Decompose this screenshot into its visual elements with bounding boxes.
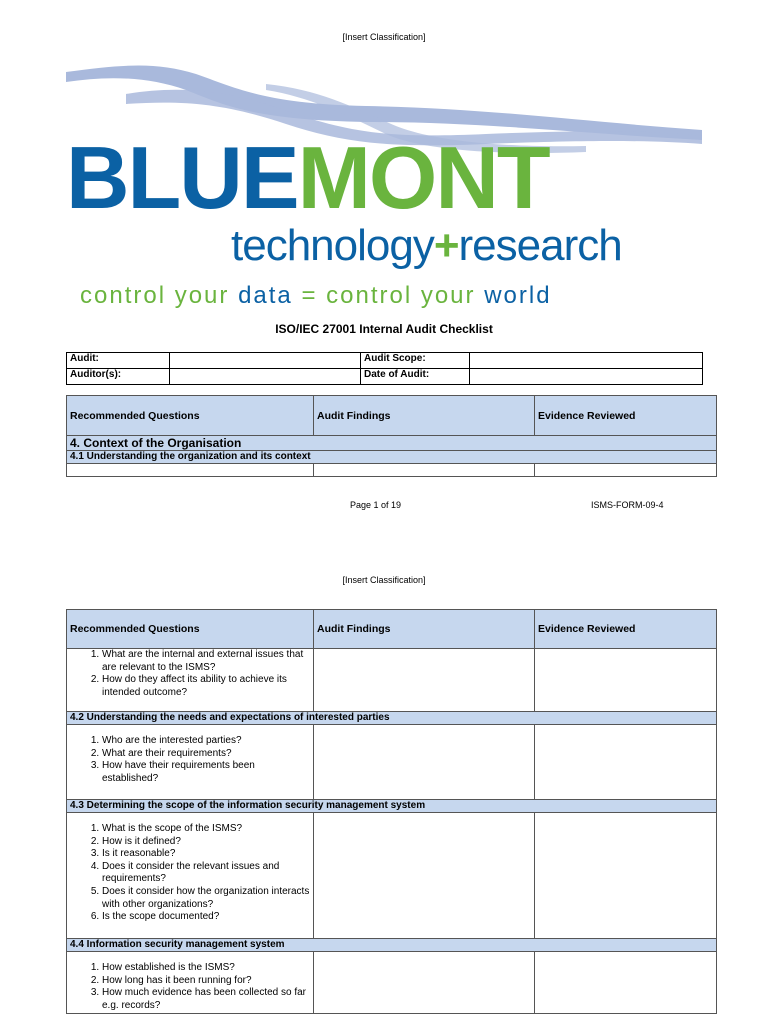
- header-findings: Audit Findings: [314, 610, 535, 649]
- subsection-4-1-heading: 4.1 Understanding the organization and its context: [67, 451, 717, 464]
- bluemont-logo: [66, 64, 706, 314]
- evidence-cell[interactable]: [535, 725, 717, 800]
- subsection-4-4-heading: 4.4 Information security management system: [67, 939, 717, 952]
- question-item: 2. What are their requirements?: [102, 748, 310, 761]
- slogan-part-3: = control your: [292, 282, 485, 309]
- question-item: 5. Does it consider how the organization interacts with other organizations?: [102, 886, 310, 911]
- question-list-4-3: [70, 823, 310, 924]
- question-item: 2. How is it defined?: [102, 836, 310, 849]
- question-item: 6. Is the scope documented?: [102, 911, 310, 924]
- findings-cell[interactable]: [314, 952, 535, 1014]
- questions-cell: [67, 649, 314, 712]
- question-list-4-1: [70, 649, 310, 699]
- header-findings: Audit Findings: [314, 396, 535, 436]
- classification-label: [Insert Classification]: [342, 575, 426, 585]
- slogan-part-1: control your: [80, 282, 239, 309]
- checklist-table-page1: [66, 395, 717, 477]
- audit-scope-value-field[interactable]: [470, 353, 703, 369]
- tagline-plus: +: [433, 221, 459, 270]
- logo-tagline: [231, 221, 622, 270]
- header-questions: Recommended Questions: [67, 396, 314, 436]
- logo-word-blue: BLUE: [66, 128, 298, 227]
- date-of-audit-value-field[interactable]: [470, 369, 703, 385]
- subsection-4-3-heading: 4.3 Determining the scope of the information security management system: [67, 800, 717, 813]
- tagline-right: research: [458, 221, 622, 270]
- section-4-heading: 4. Context of the Organisation: [67, 436, 717, 451]
- question-list-4-2: [70, 735, 310, 785]
- questions-cell: [67, 725, 314, 800]
- question-item: 4. Does it consider the relevant issues and requirements?: [102, 861, 310, 886]
- audit-label: Audit:: [67, 353, 170, 369]
- subsection-4-2-heading: 4.2 Understanding the needs and expectations of interested parties: [67, 712, 717, 725]
- audit-scope-label: Audit Scope:: [361, 353, 470, 369]
- header-questions: Recommended Questions: [67, 610, 314, 649]
- findings-cell[interactable]: [314, 464, 535, 477]
- document-title: ISO/IEC 27001 Internal Audit Checklist: [275, 322, 493, 336]
- question-item: 3. Is it reasonable?: [102, 848, 310, 861]
- questions-cell: [67, 952, 314, 1014]
- slogan-part-2: data: [238, 282, 293, 309]
- evidence-cell[interactable]: [535, 952, 717, 1014]
- question-item: 3. How much evidence has been collected so far e.g. records?: [102, 987, 310, 1012]
- tagline-left: technology: [231, 221, 434, 270]
- question-item: 1. How established is the ISMS?: [102, 962, 310, 975]
- question-item: 3. How have their requirements been established?: [102, 760, 310, 785]
- checklist-table-page2: [66, 609, 717, 1014]
- auditors-label: Auditor(s):: [67, 369, 170, 385]
- question-item: 1. Who are the interested parties?: [102, 735, 310, 748]
- findings-cell[interactable]: [314, 649, 535, 712]
- logo-wordmark: [66, 128, 549, 227]
- evidence-cell[interactable]: [535, 649, 717, 712]
- audit-value-field[interactable]: [170, 353, 361, 369]
- header-evidence: Evidence Reviewed: [535, 610, 717, 649]
- page-number: Page 1 of 19: [350, 500, 402, 510]
- question-item: 2. How long has it been running for?: [102, 975, 310, 988]
- findings-cell[interactable]: [314, 725, 535, 800]
- question-item: 1. What are the internal and external issues that are relevant to the ISMS?: [102, 649, 310, 674]
- logo-word-green: MONT: [297, 128, 549, 227]
- question-list-4-4: [70, 962, 310, 1012]
- header-evidence: Evidence Reviewed: [535, 396, 717, 436]
- slogan-part-4: world: [484, 282, 552, 309]
- questions-cell: [67, 813, 314, 939]
- form-id: ISMS-FORM-09-4: [591, 500, 664, 510]
- evidence-cell[interactable]: [535, 464, 717, 477]
- question-item: 1. What is the scope of the ISMS?: [102, 823, 310, 836]
- auditors-value-field[interactable]: [170, 369, 361, 385]
- findings-cell[interactable]: [314, 813, 535, 939]
- audit-meta-table: [66, 352, 703, 385]
- classification-label: [Insert Classification]: [342, 32, 426, 42]
- evidence-cell[interactable]: [535, 813, 717, 939]
- questions-cell: [67, 464, 314, 477]
- logo-slogan: [80, 284, 552, 308]
- question-item: 2. How do they affect its ability to achieve its intended outcome?: [102, 674, 310, 699]
- date-of-audit-label: Date of Audit:: [361, 369, 470, 385]
